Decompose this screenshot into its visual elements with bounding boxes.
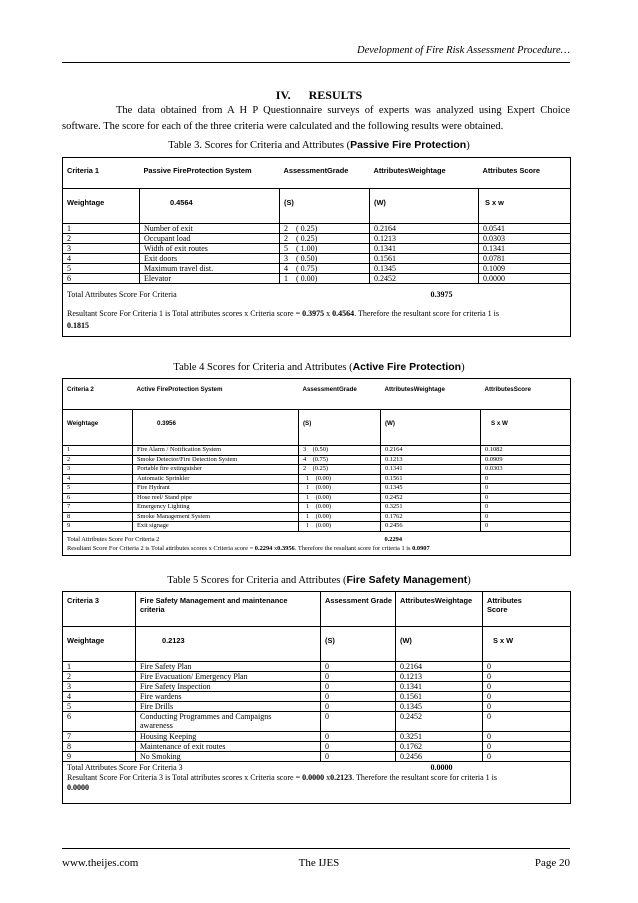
t3-cell: 0.1341 [479, 244, 571, 254]
footer-website[interactable]: www.theijes.com [62, 857, 139, 869]
t3-cell: 0.0781 [479, 254, 571, 264]
t5-header-weightage: AttributesWeightage [396, 592, 483, 627]
t3-grade: 5 [284, 244, 288, 253]
table3-caption [0, 139, 638, 151]
t5-weightage-sxw: S x W [483, 627, 571, 662]
t4-grade: 1 [306, 484, 310, 491]
t4-cell: 0.1341 [381, 465, 481, 475]
table-row [63, 474, 571, 484]
t5-res-c: x [324, 773, 331, 782]
t4-grade-weight: (0.00) [315, 503, 332, 510]
t5-header-grade: Assessment Grade [321, 592, 396, 627]
t3-weightage-s: (S) [280, 189, 370, 224]
t5-total-line [67, 763, 566, 773]
t5-cell: 0 [321, 702, 396, 712]
t5-cell: 0.2452 [396, 712, 483, 732]
t4-cell [299, 493, 381, 503]
t3-cell: Occupant load [140, 234, 280, 244]
t5-cell: Fire wardens [136, 692, 321, 702]
t3-cell: 6 [63, 274, 140, 284]
t4-total-line [67, 535, 566, 544]
t5-cell: 0 [483, 692, 571, 702]
t4-weightage-w: (W) [381, 410, 481, 446]
t5-cell: 0.1341 [396, 682, 483, 692]
t5-cell: 4 [63, 692, 136, 702]
t5-cell: 0 [321, 742, 396, 752]
footer-page-number: Page 20 [534, 857, 570, 869]
t4-res-e: . Therefore the resultant score for criteria 1 is [294, 544, 413, 552]
t3-cell [280, 274, 370, 284]
t3-cell [280, 234, 370, 244]
t5-weightage-label: Weightage [63, 627, 136, 662]
t5-cell: 0.1345 [396, 702, 483, 712]
t3-cell: 0.1345 [370, 264, 479, 274]
t4-header-criteria: Criteria 2 [67, 386, 94, 393]
t4-grade: 1 [306, 512, 310, 520]
table3-caption-suffix: ) [466, 140, 470, 151]
t4-grade: 1 [306, 493, 310, 501]
t4-cell: 0 [481, 512, 571, 522]
table5-caption [0, 574, 638, 586]
t5-cell: 0 [483, 742, 571, 752]
t4-grade: 2 [303, 465, 307, 472]
t3-header-weightage: AttributesWeightage [373, 166, 446, 175]
table-row [63, 254, 571, 264]
t3-grade: 2 [284, 224, 288, 233]
t3-grade: 4 [284, 264, 288, 273]
table-row [63, 752, 571, 762]
t3-weightage-sxw: S x w [479, 189, 571, 224]
t3-cell: 1 [63, 224, 140, 234]
table4-caption [0, 361, 638, 373]
t4-weightage-sxw: S x W [481, 410, 571, 446]
t5-cell: 0.2456 [396, 752, 483, 762]
t3-grade-weight: ( 0.25) [296, 224, 318, 233]
t3-cell [280, 224, 370, 234]
t4-cell: 0.2452 [381, 493, 481, 503]
t4-cell: 0.1345 [381, 484, 481, 494]
table-row [63, 455, 571, 465]
t4-cell: 0.1561 [381, 474, 481, 484]
t5-res-d: 0.2123 [330, 773, 353, 782]
table-row [63, 522, 571, 532]
t5-cell: Fire Safety Inspection [136, 682, 321, 692]
t3-res-e: . Therefore the resultant score for criteria 1 is [354, 309, 499, 318]
t3-cell: Elevator [140, 274, 280, 284]
table-row [63, 224, 571, 234]
t4-cell [299, 455, 381, 465]
t3-cell: 4 [63, 254, 140, 264]
t3-cell: 3 [63, 244, 140, 254]
t3-cell: 5 [63, 264, 140, 274]
t4-cell [299, 512, 381, 522]
section-heading [0, 88, 638, 103]
t4-cell: 0.2456 [381, 522, 481, 532]
table3-caption-bold: Passive Fire Protection [350, 139, 467, 151]
table5-footer [63, 762, 571, 804]
t4-grade-weight: (0.00) [315, 493, 332, 501]
table4-caption-suffix: ) [461, 362, 465, 373]
t5-cell: 0.1561 [396, 692, 483, 702]
t4-grade-weight: (0.50) [312, 446, 329, 453]
t4-res-a: Resultant Score For Criteria 2 is Total attributes scores x Criteria score = [67, 544, 255, 552]
t5-cell: 0 [321, 662, 396, 672]
t3-total-value: 0.3975 [430, 290, 453, 299]
t3-grade-weight: ( 0.00) [296, 274, 318, 283]
t3-cell: 0.2164 [370, 224, 479, 234]
section-title: RESULTS [308, 88, 363, 102]
t3-cell: Exit doors [140, 254, 280, 264]
t3-grade: 3 [284, 254, 288, 263]
t3-cell: 0.0541 [479, 224, 571, 234]
t4-resultant [67, 544, 566, 553]
table-row [63, 264, 571, 274]
t5-total-value: 0.0000 [430, 763, 453, 772]
t4-weightage-s: (S) [299, 410, 381, 446]
t5-cell: Fire Safety Plan [136, 662, 321, 672]
t4-cell: 0.1213 [381, 455, 481, 465]
t4-res-f: 0.0907 [412, 544, 430, 552]
table-row [63, 493, 571, 503]
t5-res-a: Resultant Score For Criteria 3 is Total attributes scores x Criteria score = [67, 773, 303, 782]
t5-res-f: 0.0000 [67, 783, 89, 792]
t4-total-value: 0.2294 [384, 535, 403, 543]
t3-header-criteria: Criteria 1 [67, 166, 100, 175]
t5-cell: 8 [63, 742, 136, 752]
table-row [63, 712, 571, 732]
t3-cell: 0.1009 [479, 264, 571, 274]
table-row [63, 446, 571, 456]
t5-cell: Maintenance of exit routes [136, 742, 321, 752]
t5-header-score: Attributes Score [483, 592, 571, 627]
t4-grade-weight: (0.25) [312, 465, 329, 472]
t4-cell [299, 465, 381, 475]
t4-res-d: 0.3956 [277, 544, 295, 552]
t4-cell: Smoke Detector/Fire Detection System [133, 455, 299, 465]
table-row [63, 682, 571, 692]
table-row [63, 672, 571, 682]
t5-cell: 1 [63, 662, 136, 672]
t4-grade-weight: (0.00) [315, 522, 332, 529]
t5-cell: Fire Drills [136, 702, 321, 712]
t3-grade-weight: ( 0.25) [296, 234, 318, 243]
t5-cell: 0 [483, 662, 571, 672]
t4-cell: 0.1762 [381, 512, 481, 522]
t3-res-f: 0.1815 [67, 321, 89, 330]
t3-cell: Number of exit [140, 224, 280, 234]
t3-resultant [67, 308, 566, 332]
t5-res-e: . Therefore the resultant score for criteria 1 is [352, 773, 497, 782]
t5-cell: Fire Evacuation/ Emergency Plan [136, 672, 321, 682]
footer-journal: The IJES [298, 857, 340, 869]
t5-cell: 0 [483, 682, 571, 692]
t4-cell: Fire Alarm / Notification System [133, 446, 299, 456]
t4-grade: 1 [306, 522, 310, 529]
t4-cell: 7 [63, 503, 133, 513]
t4-cell: Fire Hydrant [133, 484, 299, 494]
t4-cell: 5 [63, 484, 133, 494]
table-row [63, 732, 571, 742]
t4-cell: Emergency Lighting [133, 503, 299, 513]
t4-cell: Automatic Sprinkler [133, 474, 299, 484]
t3-grade-weight: ( 0.50) [296, 254, 318, 263]
table5 [62, 591, 571, 804]
t5-cell: 0 [483, 752, 571, 762]
table5-caption-bold: Fire Safety Management [346, 574, 468, 586]
t5-cell: 0.2164 [396, 662, 483, 672]
t4-cell: 4 [63, 474, 133, 484]
table-row [63, 465, 571, 475]
t5-cell: 9 [63, 752, 136, 762]
t3-cell [280, 264, 370, 274]
t4-grade: 1 [306, 474, 310, 482]
t3-cell: 0.0000 [479, 274, 571, 284]
t3-res-b: 0.3975 [302, 309, 325, 318]
t4-cell [299, 503, 381, 513]
t5-cell: 2 [63, 672, 136, 682]
t4-cell [299, 484, 381, 494]
t3-total-line [67, 289, 566, 301]
t3-cell: 0.1213 [370, 234, 479, 244]
t3-weightage-value: 0.4564 [140, 189, 280, 224]
t5-cell: 5 [63, 702, 136, 712]
t5-cell: 0 [483, 672, 571, 682]
t3-grade-weight: ( 0.75) [296, 264, 318, 273]
t5-weightage-w: (W) [396, 627, 483, 662]
t5-cell: 0 [321, 752, 396, 762]
table-row [63, 742, 571, 752]
t4-cell: 0.1082 [481, 446, 571, 456]
t5-weightage-value: 0.2123 [136, 627, 321, 662]
t5-cell: 0 [483, 732, 571, 742]
t5-res-b: 0.0000 [302, 773, 325, 782]
t3-total-label: Total Attributes Score For Criteria [67, 290, 177, 299]
table-row [63, 274, 571, 284]
t4-grade: 3 [303, 446, 307, 453]
t4-cell: 0.0909 [481, 455, 571, 465]
t4-cell: 2 [63, 455, 133, 465]
t4-cell: 0 [481, 503, 571, 513]
table-row [63, 512, 571, 522]
t3-weightage-w: (W) [370, 189, 479, 224]
t4-cell: 8 [63, 512, 133, 522]
t4-cell: Hose reel/ Stand pipe [133, 493, 299, 503]
t4-header-grade: AssessmentGrade [302, 386, 357, 393]
t3-cell: Width of exit routes [140, 244, 280, 254]
t3-res-c: x [324, 309, 333, 318]
t4-res-b: 0.2294 [254, 544, 273, 552]
t3-grade-weight: ( 1.00) [296, 244, 318, 253]
t4-cell: Portable fire extinguisher [133, 465, 299, 475]
t3-cell: 0.1561 [370, 254, 479, 264]
t5-header-system: Fire Safety Management and maintenance criteria [136, 592, 321, 627]
table5-caption-prefix: Table 5 Scores for Criteria and Attributes ( [167, 575, 347, 586]
t3-cell [280, 254, 370, 264]
t5-cell: 3 [63, 682, 136, 692]
intro-paragraph: The data obtained from A H P Questionnaire surveys of experts was analyzed using Expert Choice software. The score for each of the three criteria were calculated and the following results were obtained. [62, 105, 570, 132]
header-rule [62, 62, 570, 63]
table-row [63, 702, 571, 712]
t3-header-system: Passive FireProtection System [143, 166, 252, 175]
t4-grade: 4 [303, 455, 307, 463]
t5-cell: Housing Keeping [136, 732, 321, 742]
table-row [63, 244, 571, 254]
t3-cell: 2 [63, 234, 140, 244]
t3-cell [280, 244, 370, 254]
t3-res-a: Resultant Score For Criteria 1 is Total attributes scores x Criteria score = [67, 309, 303, 318]
t5-cell: Conducting Programmes and Campaigns awareness [136, 712, 321, 732]
t5-weightage-s: (S) [321, 627, 396, 662]
t4-cell: Exit signage [133, 522, 299, 532]
section-number: IV. [275, 88, 291, 102]
t3-cell: 0.0303 [479, 234, 571, 244]
t4-res-c: x [272, 544, 278, 552]
table3 [62, 157, 571, 337]
t3-cell: 0.2452 [370, 274, 479, 284]
t5-cell: 0 [483, 702, 571, 712]
table4-footer [63, 531, 571, 555]
t5-cell: 0.1762 [396, 742, 483, 752]
t5-cell: 0.1213 [396, 672, 483, 682]
t3-res-d: 0.4564 [332, 309, 355, 318]
t5-cell: 0 [321, 712, 396, 732]
t4-cell [299, 474, 381, 484]
t5-cell: 7 [63, 732, 136, 742]
table4-caption-bold: Active Fire Protection [352, 361, 462, 373]
t5-cell: 0 [321, 692, 396, 702]
t4-cell: 6 [63, 493, 133, 503]
t4-grade-weight: (0.00) [315, 474, 332, 482]
t4-grade-weight: (0.00) [315, 484, 332, 491]
t4-header-weightage: AttributesWeightage [384, 386, 445, 393]
t5-cell: 0 [321, 672, 396, 682]
t4-cell [299, 446, 381, 456]
t5-cell: 0 [321, 682, 396, 692]
t4-cell: Smoke Management System [133, 512, 299, 522]
t4-grade-weight: (0.75) [312, 455, 329, 463]
t5-header-criteria: Criteria 3 [63, 592, 136, 627]
table-row [63, 692, 571, 702]
table4 [62, 378, 571, 556]
t5-total-label: Total Attributes Score For Criteria 3 [67, 763, 183, 772]
t4-cell: 3 [63, 465, 133, 475]
t4-cell: 0 [481, 493, 571, 503]
table-row [63, 234, 571, 244]
t4-cell: 0 [481, 522, 571, 532]
table-row [63, 484, 571, 494]
t4-cell: 0.3251 [381, 503, 481, 513]
t4-weightage-value: 0.3956 [133, 410, 299, 446]
t4-total-label: Total Attributes Score For Criteria 2 [67, 535, 160, 543]
t3-weightage-label: Weightage [63, 189, 140, 224]
t4-cell: 0.2164 [381, 446, 481, 456]
table5-caption-suffix: ) [467, 575, 471, 586]
t4-grade: 1 [306, 503, 310, 510]
table4-caption-prefix: Table 4 Scores for Criteria and Attributes ( [173, 362, 353, 373]
t4-cell [299, 522, 381, 532]
footer-rule [62, 848, 570, 849]
t4-cell: 0 [481, 474, 571, 484]
running-header: Development of Fire Risk Assessment Procedure… [357, 45, 570, 56]
t3-grade: 1 [284, 274, 288, 283]
t5-cell: 6 [63, 712, 136, 732]
t3-cell: 0.1341 [370, 244, 479, 254]
table3-footer [63, 284, 571, 337]
t3-header-grade: AssessmentGrade [283, 166, 349, 175]
t4-cell: 1 [63, 446, 133, 456]
t4-header-score: AttributesScore [484, 386, 531, 393]
t3-cell: Maximum travel dist. [140, 264, 280, 274]
t5-cell: 0.3251 [396, 732, 483, 742]
t4-cell: 0 [481, 484, 571, 494]
t3-header-score: Attributes Score [482, 166, 540, 175]
t3-grade: 2 [284, 234, 288, 243]
table-row [63, 503, 571, 513]
t5-cell: No Smoking [136, 752, 321, 762]
table-row [63, 662, 571, 672]
t5-resultant [67, 773, 566, 793]
table3-caption-prefix: Table 3. Scores for Criteria and Attributes ( [168, 140, 351, 151]
t4-grade-weight: (0.00) [315, 512, 332, 520]
t4-cell: 0.0303 [481, 465, 571, 475]
t5-cell: 0 [321, 732, 396, 742]
t4-cell: 9 [63, 522, 133, 532]
t4-header-system: Active FireProtection System [136, 386, 223, 393]
t5-cell: 0 [483, 712, 571, 732]
t4-weightage-label: Weightage [63, 410, 133, 446]
